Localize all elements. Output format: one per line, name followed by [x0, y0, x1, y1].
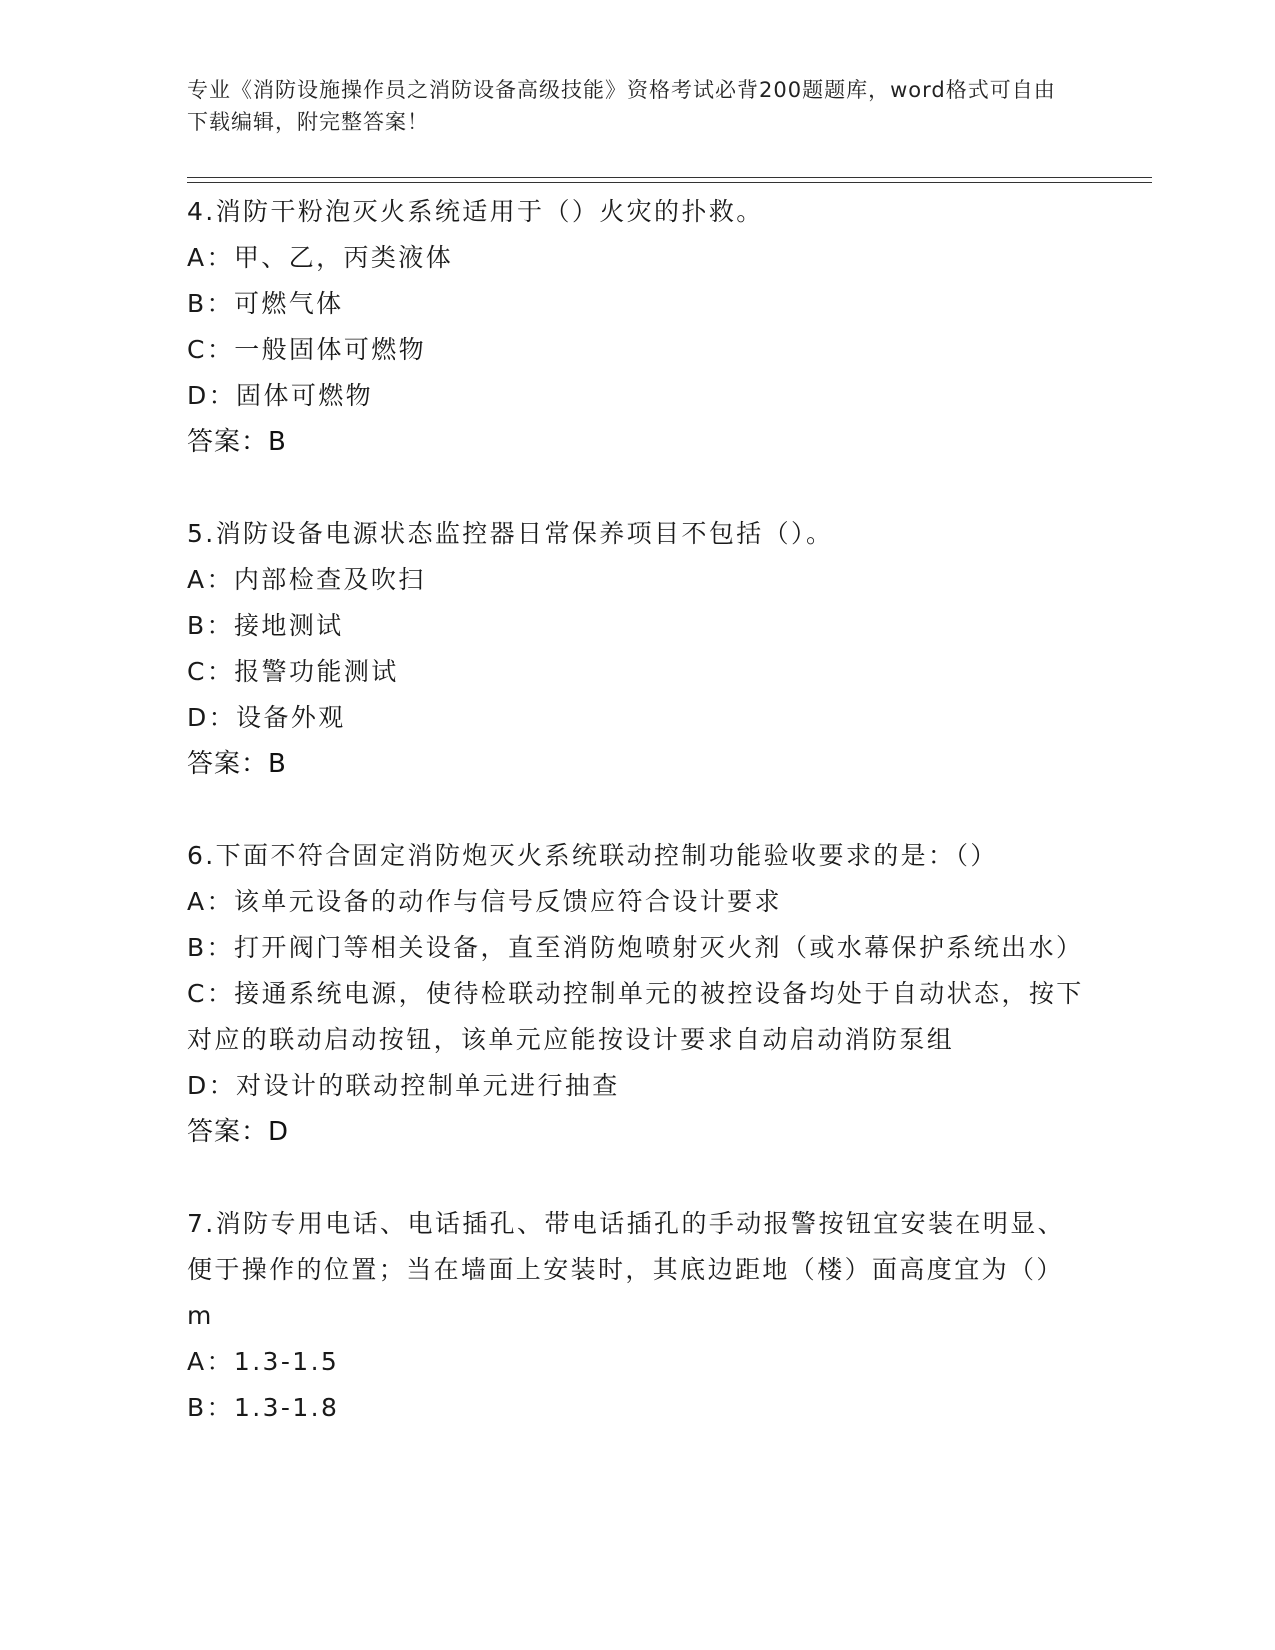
option-a: A：1.3-1.5: [187, 1347, 340, 1376]
option-b: B：打开阀门等相关设备，直至消防炮喷射灭火剂（或水幕保护系统出水）: [187, 933, 1084, 962]
document-intro: 专业《消防设施操作员之消防设备高级技能》资格考试必背200题题库，word格式可自由下载编辑，附完整答案！: [187, 78, 1056, 134]
option-a: A：内部检查及吹扫: [187, 565, 426, 594]
question-stem: 6.下面不符合固定消防炮灭火系统联动控制功能验收要求的是：（）: [187, 841, 998, 870]
question-7: [187, 1201, 1087, 1431]
option-c: C：一般固体可燃物: [187, 335, 427, 364]
option-b: B：接地测试: [187, 611, 344, 640]
question-stem: 5.消防设备电源状态监控器日常保养项目不包括（）。: [187, 519, 834, 548]
question-stem: 7.消防专用电话、电话插孔、带电话插孔的手动报警按钮宜安装在明显、便于操作的位置；当在墙面上安装时，其底边距地（楼）面高度宜为（）m: [187, 1209, 1066, 1330]
question-4: [187, 189, 1087, 465]
answer-line: 答案：B: [187, 427, 287, 457]
option-c: C：报警功能测试: [187, 657, 399, 686]
option-d: D：固体可燃物: [187, 381, 374, 410]
question-stem: 4.消防干粉泡灭火系统适用于（）火灾的扑救。: [187, 197, 764, 226]
option-d: D：对设计的联动控制单元进行抽查: [187, 1071, 620, 1100]
option-a: A：甲、乙，丙类液体: [187, 243, 454, 272]
header-divider-top: [187, 177, 1152, 178]
question-5: [187, 511, 1087, 787]
option-c: C：接通系统电源，使待检联动控制单元的被控设备均处于自动状态，按下对应的联动启动按钮，该单元应能按设计要求自动启动消防泵组: [187, 979, 1084, 1054]
option-a: A：该单元设备的动作与信号反馈应符合设计要求: [187, 887, 782, 916]
answer-line: 答案：B: [187, 749, 287, 779]
header-divider-bottom: [187, 182, 1152, 183]
option-b: B：1.3-1.8: [187, 1393, 340, 1422]
question-6: [187, 833, 1087, 1155]
answer-line: 答案：D: [187, 1117, 290, 1147]
question-list: [187, 189, 1087, 1431]
option-b: B：可燃气体: [187, 289, 344, 318]
option-d: D：设备外观: [187, 703, 346, 732]
